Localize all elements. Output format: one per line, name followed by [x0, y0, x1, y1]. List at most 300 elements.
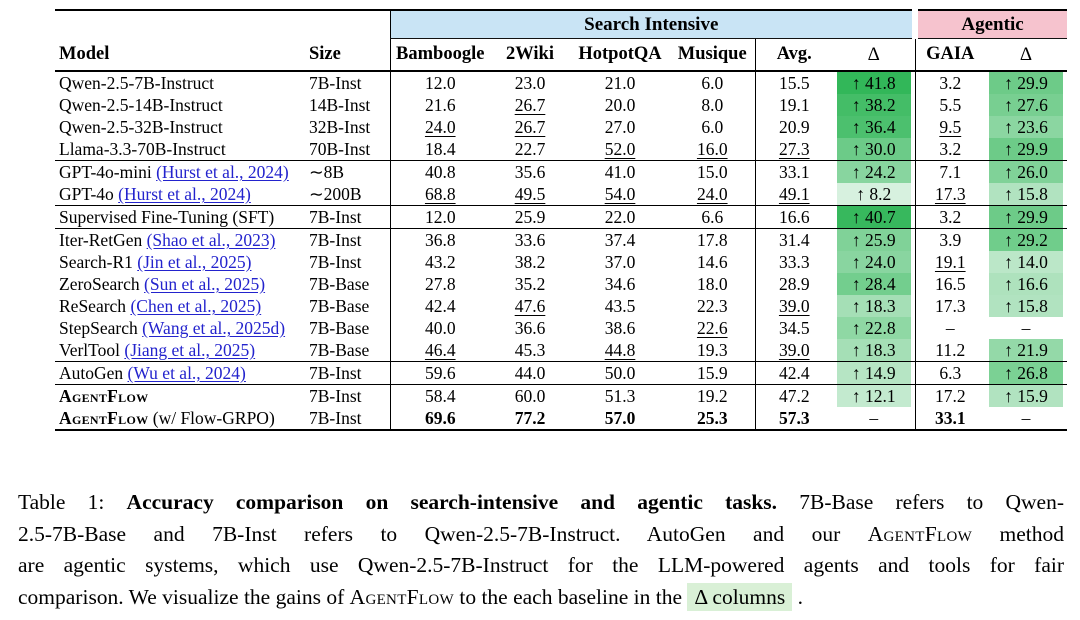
delta-cell [985, 339, 1067, 362]
metric-value: 3.2 [939, 73, 962, 93]
model-name: Qwen-2.5-32B-Instruct [59, 117, 223, 137]
metric-cell [755, 407, 833, 430]
metric-cell [915, 94, 985, 116]
delta-value: ↑ 14.9 [837, 362, 911, 384]
metric-value: 17.2 [934, 386, 966, 406]
delta-value: ↑ 24.0 [837, 251, 911, 273]
model-cell [55, 183, 305, 206]
size-cell: 7B-Inst [309, 408, 362, 428]
metric-cell [570, 251, 670, 273]
metric-cell [490, 94, 570, 116]
metric-cell [670, 317, 755, 339]
metric-cell [570, 295, 670, 317]
model-cell [55, 161, 305, 184]
model-cell [55, 362, 305, 385]
metric-value: 3.9 [939, 230, 962, 250]
delta-cell [833, 362, 915, 385]
model-name: Qwen-2.5-14B-Instruct [59, 95, 223, 115]
metric-value: 58.4 [424, 386, 456, 406]
delta-value: ↑ 29.9 [989, 72, 1063, 94]
model-name: VerlTool [59, 340, 120, 360]
metric-value: 24.0 [696, 184, 728, 204]
metric-cell [755, 339, 833, 362]
delta-value: ↑ 38.2 [837, 94, 911, 116]
model-cell [55, 385, 305, 408]
metric-cell [390, 71, 490, 94]
metric-cell [755, 116, 833, 138]
metric-cell [390, 183, 490, 206]
citation-link[interactable]: (Sun et al., 2025) [144, 274, 266, 294]
metric-cell [915, 407, 985, 430]
metric-cell [670, 161, 755, 184]
metric-value: 21.0 [604, 73, 636, 93]
metric-cell [490, 183, 570, 206]
delta-value: ↑ 40.7 [837, 206, 911, 228]
model-cell [55, 339, 305, 362]
metric-value: 20.0 [604, 95, 636, 115]
metric-value: 40.8 [424, 162, 456, 182]
metric-value: 51.3 [604, 386, 636, 406]
metric-value: 38.6 [604, 318, 636, 338]
size-cell: 7B-Base [309, 318, 370, 338]
metric-value: 24.0 [424, 117, 456, 137]
metric-cell [570, 71, 670, 94]
delta-cell [985, 183, 1067, 206]
metric-cell [570, 161, 670, 184]
delta-value: ↑ 8.2 [837, 183, 911, 205]
missing-value-cell: – [869, 408, 879, 428]
model-cell [55, 206, 305, 229]
delta-value: ↑ 41.8 [837, 72, 911, 94]
metric-value: 18.0 [696, 274, 728, 294]
delta-value: ↑ 29.2 [989, 229, 1063, 251]
metric-cell [670, 183, 755, 206]
metric-value: 17.3 [934, 296, 966, 316]
metric-cell [670, 251, 755, 273]
metric-value: 47.6 [514, 296, 546, 316]
metric-value: 27.3 [778, 139, 810, 159]
size-cell: 7B-Inst [305, 385, 390, 408]
delta-cell [833, 339, 915, 362]
metric-cell [390, 206, 490, 229]
size-cell: 70B-Inst [309, 139, 371, 159]
delta-value: ↑ 21.9 [989, 339, 1063, 361]
metric-value: 25.9 [514, 207, 546, 227]
metric-value: 57.0 [604, 408, 636, 428]
table-row [55, 206, 1067, 229]
metric-value: 3.2 [939, 207, 962, 227]
metric-value: 69.6 [424, 408, 456, 428]
metric-cell [490, 273, 570, 295]
metric-value: 12.0 [424, 207, 456, 227]
table-row [55, 116, 1067, 138]
metric-cell [915, 362, 985, 385]
caption-text: Table 1: [18, 490, 127, 514]
metric-cell [670, 71, 755, 94]
metric-cell [915, 71, 985, 94]
metric-cell [390, 251, 490, 273]
size-cell: 7B-Base [309, 340, 370, 360]
citation-link[interactable]: (Jiang et al., 2025) [124, 340, 256, 360]
col-avg: Avg. [755, 39, 833, 72]
metric-value: 60.0 [514, 386, 546, 406]
delta-cell [833, 206, 915, 229]
metric-cell [490, 161, 570, 184]
metric-cell [755, 161, 833, 184]
metric-value: 25.3 [696, 408, 728, 428]
model-name: ReSearch [59, 296, 127, 316]
metric-value: 44.8 [604, 340, 636, 360]
model-name: StepSearch [59, 318, 138, 338]
metric-cell [390, 385, 490, 408]
caption-text: 2.5-7B-Base and 7B-Inst refers to Qwen-2.5-7B-Instruct. AutoGen and our [18, 521, 868, 546]
metric-cell [755, 94, 833, 116]
model-cell [55, 251, 305, 273]
model-name: Supervised Fine-Tuning (SFT) [59, 207, 275, 227]
model-cell [55, 71, 305, 94]
col-delta-search: Δ [833, 39, 915, 72]
metric-value: 36.8 [424, 230, 456, 250]
table-caption [18, 487, 1064, 613]
metric-value: 35.2 [514, 274, 546, 294]
metric-cell [755, 138, 833, 161]
table-row [55, 229, 1067, 252]
delta-cell [833, 295, 915, 317]
delta-cell [833, 183, 915, 206]
metric-value: 8.0 [701, 95, 724, 115]
delta-cell [985, 385, 1067, 408]
caption-text: 7B-Base refers to Qwen- [777, 490, 1064, 514]
col-musique: Musique [670, 39, 755, 72]
delta-cell [985, 251, 1067, 273]
model-cell [55, 295, 305, 317]
model-cell [55, 116, 305, 138]
metric-cell [670, 94, 755, 116]
model-name: Search-R1 [59, 252, 133, 272]
metric-cell [390, 317, 490, 339]
delta-cell [833, 229, 915, 252]
metric-value: 36.6 [514, 318, 546, 338]
delta-value: ↑ 29.9 [989, 138, 1063, 160]
metric-cell [915, 183, 985, 206]
metric-cell [490, 407, 570, 430]
caption-line [18, 582, 1064, 614]
metric-value: 33.1 [778, 162, 810, 182]
metric-cell [755, 183, 833, 206]
delta-value: ↑ 29.9 [989, 206, 1063, 228]
caption-text: to the each baseline in the [453, 584, 688, 609]
table-row [55, 362, 1067, 385]
delta-cell [833, 251, 915, 273]
metric-value: 28.9 [778, 274, 810, 294]
citation-link[interactable]: (Hurst et al., 2024) [156, 162, 289, 182]
metric-value: 68.8 [424, 184, 456, 204]
caption-line [18, 487, 1064, 519]
metric-value: 19.2 [696, 386, 728, 406]
metric-cell [755, 295, 833, 317]
size-cell: 7B-Inst [309, 252, 362, 272]
metric-value: 59.6 [424, 363, 456, 383]
table-row [55, 339, 1067, 362]
delta-value: ↑ 15.8 [989, 295, 1063, 317]
metric-value: 18.4 [424, 139, 456, 159]
metric-value: 26.7 [514, 95, 546, 115]
delta-value: ↑ 24.2 [837, 161, 911, 183]
metric-cell [570, 116, 670, 138]
metric-value: 7.1 [939, 162, 962, 182]
metric-cell [670, 273, 755, 295]
delta-cell [833, 385, 915, 408]
citation-link[interactable]: (Shao et al., 2023) [146, 230, 276, 250]
metric-cell [390, 407, 490, 430]
metric-value: 6.3 [939, 363, 962, 383]
table-row [55, 407, 1067, 430]
metric-value: 52.0 [604, 139, 636, 159]
metric-cell [490, 206, 570, 229]
metric-cell [915, 138, 985, 161]
metric-cell [915, 206, 985, 229]
size-cell: 14B-Inst [309, 95, 371, 115]
metric-cell [390, 295, 490, 317]
model-cell [55, 229, 305, 252]
metric-value: 15.0 [696, 162, 728, 182]
metric-cell [570, 407, 670, 430]
delta-value: ↑ 23.6 [989, 116, 1063, 138]
delta-cell [985, 362, 1067, 385]
metric-cell [670, 229, 755, 252]
metric-value: 57.3 [778, 408, 810, 428]
metric-cell [570, 362, 670, 385]
metric-cell [570, 385, 670, 408]
metric-value: 42.4 [778, 363, 810, 383]
metric-value: 21.6 [424, 95, 456, 115]
size-cell: ∼200B [309, 184, 362, 204]
metric-cell [490, 385, 570, 408]
size-cell: ∼8B [305, 161, 390, 184]
caption-text: . [792, 584, 804, 609]
metric-value: 41.0 [604, 162, 636, 182]
table-row [55, 94, 1067, 116]
delta-cell [985, 295, 1067, 317]
metric-cell [490, 251, 570, 273]
metric-value: 22.3 [696, 296, 728, 316]
results-table [55, 9, 1067, 431]
size-cell: 7B-Inst [309, 73, 362, 93]
metric-value: 33.6 [514, 230, 546, 250]
metric-cell [490, 229, 570, 252]
table-row [55, 161, 1067, 184]
metric-cell [390, 94, 490, 116]
delta-cell [833, 273, 915, 295]
metric-cell [915, 385, 985, 408]
size-cell: 7B-Base [309, 296, 370, 316]
metric-value: 39.0 [778, 296, 810, 316]
metric-value: 50.0 [604, 363, 636, 383]
metric-value: 12.0 [424, 73, 456, 93]
metric-value: 37.0 [604, 252, 636, 272]
size-cell: 7B-Inst [305, 206, 390, 229]
metric-value: 16.6 [778, 207, 810, 227]
table-row [55, 251, 1067, 273]
model-name: Iter-RetGen [59, 230, 143, 250]
metric-value: 5.5 [939, 95, 962, 115]
metric-value: 47.2 [778, 386, 810, 406]
caption-text: Accuracy comparison on search-intensive and agentic tasks. [126, 490, 778, 514]
delta-cell [833, 161, 915, 184]
metric-value: 16.5 [934, 274, 966, 294]
caption-text: method [972, 521, 1064, 546]
delta-value: ↑ 15.8 [989, 183, 1063, 205]
size-cell: 7B-Inst [305, 362, 390, 385]
metric-value: 27.8 [424, 274, 456, 294]
metric-cell [390, 339, 490, 362]
metric-value: 39.0 [778, 340, 810, 360]
col-gaia: GAIA [915, 39, 985, 72]
col-delta-agentic: Δ [985, 39, 1067, 72]
metric-value: 19.3 [696, 340, 728, 360]
citation-link[interactable]: (Wang et al., 2025d) [142, 318, 286, 338]
delta-cell [985, 94, 1067, 116]
metric-value: 15.5 [778, 73, 810, 93]
metric-cell [390, 362, 490, 385]
table-row [55, 317, 1067, 339]
metric-value: 9.5 [939, 117, 962, 137]
metric-value: 43.5 [604, 296, 636, 316]
missing-value-cell: – [915, 317, 985, 339]
citation-link[interactable]: (Hurst et al., 2024) [118, 184, 251, 204]
delta-value: ↑ 12.1 [837, 385, 911, 407]
delta-cell [985, 71, 1067, 94]
metric-cell [570, 183, 670, 206]
metric-cell [755, 229, 833, 252]
metric-value: 45.3 [514, 340, 546, 360]
metric-value: 6.0 [701, 117, 724, 137]
agentflow-wordmark: AgentFlow [867, 521, 973, 546]
caption-line [18, 550, 1064, 582]
citation-link[interactable]: (Jin et al., 2025) [137, 252, 252, 272]
metric-value: 42.4 [424, 296, 456, 316]
metric-value: 35.6 [514, 162, 546, 182]
caption-line [18, 519, 1064, 551]
model-suffix: (w/ Flow-GRPO) [148, 408, 275, 428]
metric-cell [915, 273, 985, 295]
metric-cell [755, 71, 833, 94]
delta-value: ↑ 18.3 [837, 339, 911, 361]
caption-text: comparison. We visualize the gains of [18, 584, 350, 609]
table-row [55, 71, 1067, 94]
metric-value: 33.3 [778, 252, 810, 272]
delta-value: ↑ 16.6 [989, 273, 1063, 295]
metric-cell [755, 206, 833, 229]
metric-cell [755, 385, 833, 408]
metric-value: 14.6 [696, 252, 728, 272]
delta-cell [985, 138, 1067, 161]
metric-value: 6.0 [701, 73, 724, 93]
model-name: GPT-4o-mini [59, 162, 152, 182]
delta-value: ↑ 30.0 [837, 138, 911, 160]
metric-value: 3.2 [939, 139, 962, 159]
delta-cell [985, 229, 1067, 252]
delta-value: ↑ 14.0 [989, 251, 1063, 273]
metric-cell [570, 206, 670, 229]
delta-cell [985, 161, 1067, 184]
metric-cell [390, 273, 490, 295]
delta-cell [985, 273, 1067, 295]
metric-cell [670, 362, 755, 385]
model-name: AutoGen [59, 363, 124, 383]
metric-value: 54.0 [604, 184, 636, 204]
table-row [55, 273, 1067, 295]
metric-value: 77.2 [514, 408, 546, 428]
metric-cell [570, 229, 670, 252]
delta-value: ↑ 26.0 [989, 161, 1063, 183]
citation-link[interactable]: (Chen et al., 2025) [130, 296, 262, 316]
metric-cell [915, 116, 985, 138]
delta-value: ↑ 15.9 [989, 385, 1063, 407]
metric-value: 17.3 [934, 184, 966, 204]
metric-value: 22.0 [604, 207, 636, 227]
metric-cell [915, 295, 985, 317]
model-cell [55, 138, 305, 161]
metric-cell [390, 116, 490, 138]
metric-value: 38.2 [514, 252, 546, 272]
delta-value: ↑ 26.8 [989, 362, 1063, 384]
metric-cell [570, 339, 670, 362]
metric-cell [670, 116, 755, 138]
model-cell [55, 94, 305, 116]
metric-value: 23.0 [514, 73, 546, 93]
metric-cell [490, 317, 570, 339]
delta-cell [833, 71, 915, 94]
metric-value: 37.4 [604, 230, 636, 250]
metric-cell [570, 94, 670, 116]
metric-value: 31.4 [778, 230, 810, 250]
delta-value: ↑ 22.8 [837, 317, 911, 339]
metric-cell [915, 161, 985, 184]
metric-cell [490, 339, 570, 362]
metric-cell [755, 362, 833, 385]
delta-cell [985, 206, 1067, 229]
missing-value-cell: – [1021, 318, 1031, 338]
metric-value: 22.7 [514, 139, 546, 159]
metric-value: 49.5 [514, 184, 546, 204]
metric-cell [755, 273, 833, 295]
metric-cell [670, 206, 755, 229]
missing-value-cell: – [1021, 408, 1031, 428]
citation-link[interactable]: (Wu et al., 2024) [127, 363, 246, 383]
metric-value: 44.0 [514, 363, 546, 383]
metric-value: 15.9 [696, 363, 728, 383]
table-row [55, 183, 1067, 206]
model-cell [55, 317, 305, 339]
metric-cell [915, 229, 985, 252]
table-row [55, 138, 1067, 161]
model-name: Qwen-2.5-7B-Instruct [59, 73, 215, 93]
metric-value: 19.1 [934, 252, 966, 272]
table-row [55, 385, 1067, 408]
agentic-group-header: Agentic [915, 10, 1067, 39]
metric-value: 46.4 [424, 340, 456, 360]
metric-value: 6.6 [701, 207, 724, 227]
metric-cell [490, 116, 570, 138]
metric-value: 20.9 [778, 117, 810, 137]
metric-cell [915, 251, 985, 273]
metric-value: 27.0 [604, 117, 636, 137]
metric-value: 33.1 [934, 408, 966, 428]
model-name: Llama-3.3-70B-Instruct [59, 139, 226, 159]
metric-value: 26.7 [514, 117, 546, 137]
empty-group-header [55, 10, 390, 39]
